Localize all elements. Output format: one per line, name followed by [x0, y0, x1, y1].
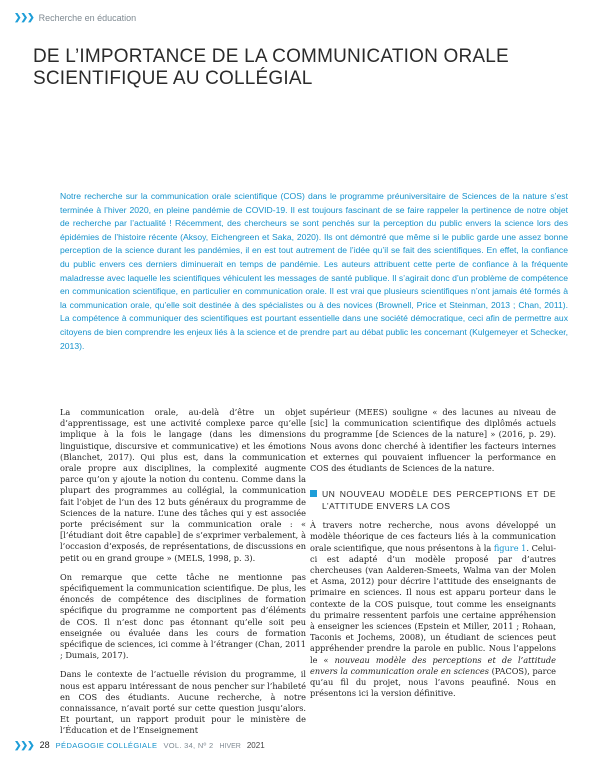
section-heading-text: UN NOUVEAU MODÈLE DES PERCEPTIONS ET DE L’ATTITUDE ENVERS LA COS	[322, 489, 556, 512]
page-footer	[14, 740, 265, 751]
section-label-text: Recherche en éducation	[38, 12, 137, 23]
intro-paragraph: Notre recherche sur la communication orale scientifique (COS) dans le programme préuniversitaire de Sciences de la nature s’est terminée à l’hiver 2020, en pleine pandémie de COVID-19. Il est toujours fascinant de se faire rappeler la pertinence de notre objet de recherche par l’actualité ! Récemment, des chercheurs se sont penchés sur la perception du public envers la science lors des épidémies de l’histoire récente (Aksoy, Eichengreen et Saka, 2020). Ils ont démontré que même si le public garde une assez bonne perception de la science durant les pandémies, il en est tout autrement de l’idée qu’il se fait des scientifiques. En effet, la confiance du public envers ces derniers diminuerait en temps de pandémie. Les auteurs attribuent cette perte de confiance à la fréquente maladresse avec laquelle les scientifiques véhiculent les messages de santé publique. Il s’agirait donc d’un problème de compétence en communication scientifique, en particulier en communication orale. Il est vrai que plusieurs scientifiques n’ont jamais été formés à la communication orale, qu’elle soit destinée à des spécialistes ou à des novices (Brownell, Price et Steinman, 2013 ; Chan, 2011). La compétence à communiquer des scientifiques est pourtant essentielle dans une société démocratique, ceci afin de permettre aux citoyens de bien comprendre les enjeux liés à la science et de prendre part au débat public les concernant (Kulgemeyer et Schecker, 2013).	[60, 191, 568, 351]
season: HIVER	[219, 743, 241, 750]
article-title	[33, 46, 553, 90]
body-paragraph	[310, 520, 556, 699]
body-paragraph: La communication orale, au-delà d’être un objet d’apprentissage, est une activité complexe parce qu’elle implique à la fois le langage (dans les dimensions linguistique, discursive et communicative) et les émotions (Blanchet, 2017). Qui plus est, dans la communication orale propre aux disciplines, la complexité augmente parce qu’on y ajoute la notion du contenu. Comme dans la plupart des programmes au collégial, la communication fait l’objet de l’un des 12 buts généraux du programme de Sciences de la nature. L’une des tâches qui y est associée porte précisément sur la communication orale : « [l’étudiant doit être capable] de s’exprimer verbalement, à l’occasion d’exposés, de représentations, de discussions en petit ou en grand groupe » (MELS, 1998, p. 3).	[60, 407, 306, 563]
bullet-square-icon	[310, 490, 317, 497]
chevrons-icon: ❯❯❯	[14, 740, 34, 750]
body-paragraph: supérieur (MEES) souligne « des lacunes au niveau de [sic] la communication scientifique des diplômés actuels du programme [de Sciences de la nature] » (2016, p. 29). Nous avons donc cherché à identifier les facteurs internes et externes qui pouvaient influencer la performance en COS des étudiants de Sciences de la nature.	[310, 407, 556, 474]
body-paragraph: Dans le contexte de l’actuelle révision du programme, il nous est apparu intéressant de nous pencher sur l’habileté en COS des étudiants. Aucune recherche, à notre connaissance, n’avait porté sur cette question jusqu’alors. Et pourtant, un rapport produit pour le ministère de l’Éducation et de l’Enseignement	[60, 669, 306, 736]
section-heading	[310, 488, 556, 512]
page-number: 28	[39, 740, 50, 750]
paragraph-text: (PACOS), parce qu’au fil du projet, nous l’avons peaufiné. Nous en présentons ici la version définitive.	[310, 665, 556, 699]
paragraph-text: . Celui-ci est adapté d’un modèle proposé par d’autres chercheuses (van Aalderen-Smeets, Walma van der Molen et Asma, 2012) pour décrire l’attitude des enseignants de primaire en sciences. Il nous est apparu porteur dans le contexte de la COS puisque, tout comme les enseignants du primaire ressentent parfois une certaine appréhension à enseigner les sciences (Epstein et Miller, 2011 ; Rohaan, Taconis et Jochems, 2008), un étudiant de sciences peut appréhender prendre la parole en public. Nous l’appelons le «	[310, 542, 557, 665]
model-name: nouveau modèle des perceptions et de l’attitude envers la communication orale en sciences	[310, 654, 556, 676]
article-title-line2: SCIENTIFIQUE AU COLLÉGIAL	[33, 68, 313, 89]
section-label	[14, 12, 136, 23]
paragraph-text: À travers notre recherche, nous avons développé un modèle théorique de ces facteurs liés à la communication orale scientifique, que nous présentons à la	[310, 520, 556, 553]
article-title-line1: DE L’IMPORTANCE DE LA COMMUNICATION ORALE	[33, 46, 509, 67]
journal-name: PÉDAGOGIE COLLÉGIALE	[55, 741, 158, 750]
chevrons-icon: ❯❯❯	[14, 12, 34, 22]
volume-info: VOL. 34, Nº 2	[163, 741, 214, 750]
body-paragraph: On remarque que cette tâche ne mentionne pas spécifiquement la communication scientifique. De plus, les énoncés de compétence des disciplines de formation spécifique du programme ne comportent pas d’éléments de COS. Il n’est donc pas étonnant qu’elle soit peu enseignée ou évaluée dans les cours de formation spécifique de sciences, ici comme à l’étranger (Chan, 2011 ; Dumais, 2017).	[60, 571, 306, 661]
left-column	[60, 407, 306, 745]
right-column	[310, 407, 556, 707]
year: 2021	[246, 741, 265, 750]
figure-link[interactable]: figure 1	[493, 542, 527, 553]
